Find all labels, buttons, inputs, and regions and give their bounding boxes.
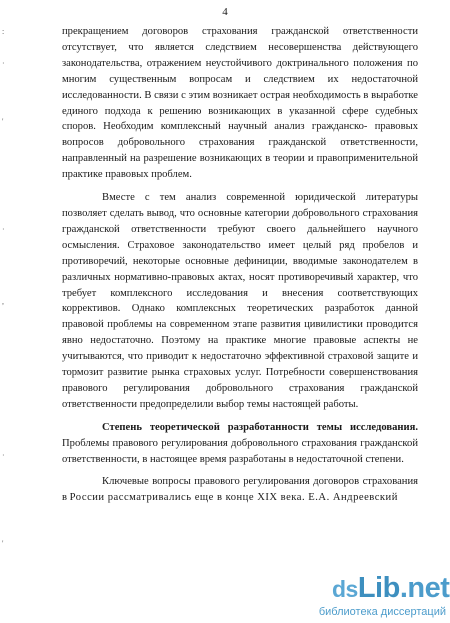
text-line: Вместе с тем анализ современной юридической литературы позволяет: [62, 192, 418, 219]
text-line: отсутствует, что является следствием несовершенства действующего: [62, 41, 418, 53]
document-body: [62, 24, 418, 506]
paragraph-3: [62, 420, 418, 468]
text-line: правовых вопросов добровольного страхования гражданской: [62, 121, 418, 149]
margin-scan-marks: : · ' · , · ': [2, 27, 5, 548]
text-line: сделать вывод, что основные категории добровольного страхования: [109, 207, 418, 219]
text-line: судебных споров. Необходим комплексный научный анализ гражданско-: [62, 105, 419, 133]
dslib-watermark: [318, 572, 450, 620]
text-line: России рассматривались еще в конце XIX века. Е.А. Андреевский: [69, 492, 398, 504]
text-line: коррективов. Однако комплексных теоретических разработок данной: [62, 303, 418, 315]
page-number: 4: [222, 6, 228, 18]
text-line: явно недостаточно. Поэтому на практике многие правовые аспекты не: [62, 335, 418, 347]
dslib-subtitle: библиотека диссертаций: [318, 606, 446, 618]
text-line: различных нормативно-правовых актах, носят противоречивый характер, что: [62, 271, 418, 283]
paragraph-1: [62, 24, 418, 183]
text-line: гражданской ответственности, в настоящее время разработаны в: [62, 437, 418, 465]
paragraph-2: [62, 190, 418, 413]
text-line: Ключевые вопросы правового регулирования договоров страхования в: [62, 476, 418, 504]
text-line: учитываются, что приводит к недостаточно эффективной страховой защите и: [62, 351, 418, 363]
dslib-logo: dsLib.net: [332, 572, 450, 604]
text-line: правовой проблемы на современном этапе развития цивилистики проводится: [62, 319, 418, 331]
text-line: прекращением договоров страхования гражданской ответственности: [62, 26, 418, 37]
text-line: недостаточной степени.: [296, 453, 404, 465]
text-line: исследованности. В связи с этим возникает острая необходимость в: [62, 89, 369, 101]
text-line: Проблемы правового регулирования добровольного страхования: [62, 437, 357, 449]
text-line: ответственности предопределили выбор темы настоящей работы.: [62, 398, 359, 410]
text-line: правового регулирования добровольного страхования гражданской: [62, 382, 418, 394]
text-line: законодательства, отражением неустойчивого доктринального положения по: [62, 57, 418, 69]
section-heading: Степень теоретической разработанности темы исследования.: [102, 421, 418, 433]
text-line: тормозит развитие рынка страховых услуг. Потребности совершенствования: [62, 367, 418, 379]
text-line: многим существенным вопросам и следствием их недостаточной: [62, 73, 418, 85]
text-line: требует комплексного исследования и внесения соответствующих: [62, 287, 418, 299]
text-line: ответственности, направленный на разрешение возникающих в теории и: [62, 137, 418, 165]
text-line: правоприменительной практике правовых проблем.: [62, 153, 418, 181]
text-line: осмысления. Страховое законодательство имеет целый ряд пробелов и: [62, 239, 418, 251]
text-line: выработке единого подхода к решению возникающих в указанной сфере: [62, 89, 418, 117]
text-line: гражданской ответственности требуют своего дальнейшего научного: [62, 223, 418, 235]
text-line: противоречий, некоторые основные дефиниции, вводимые законодателем в: [62, 255, 418, 267]
paragraph-4: [62, 474, 418, 506]
